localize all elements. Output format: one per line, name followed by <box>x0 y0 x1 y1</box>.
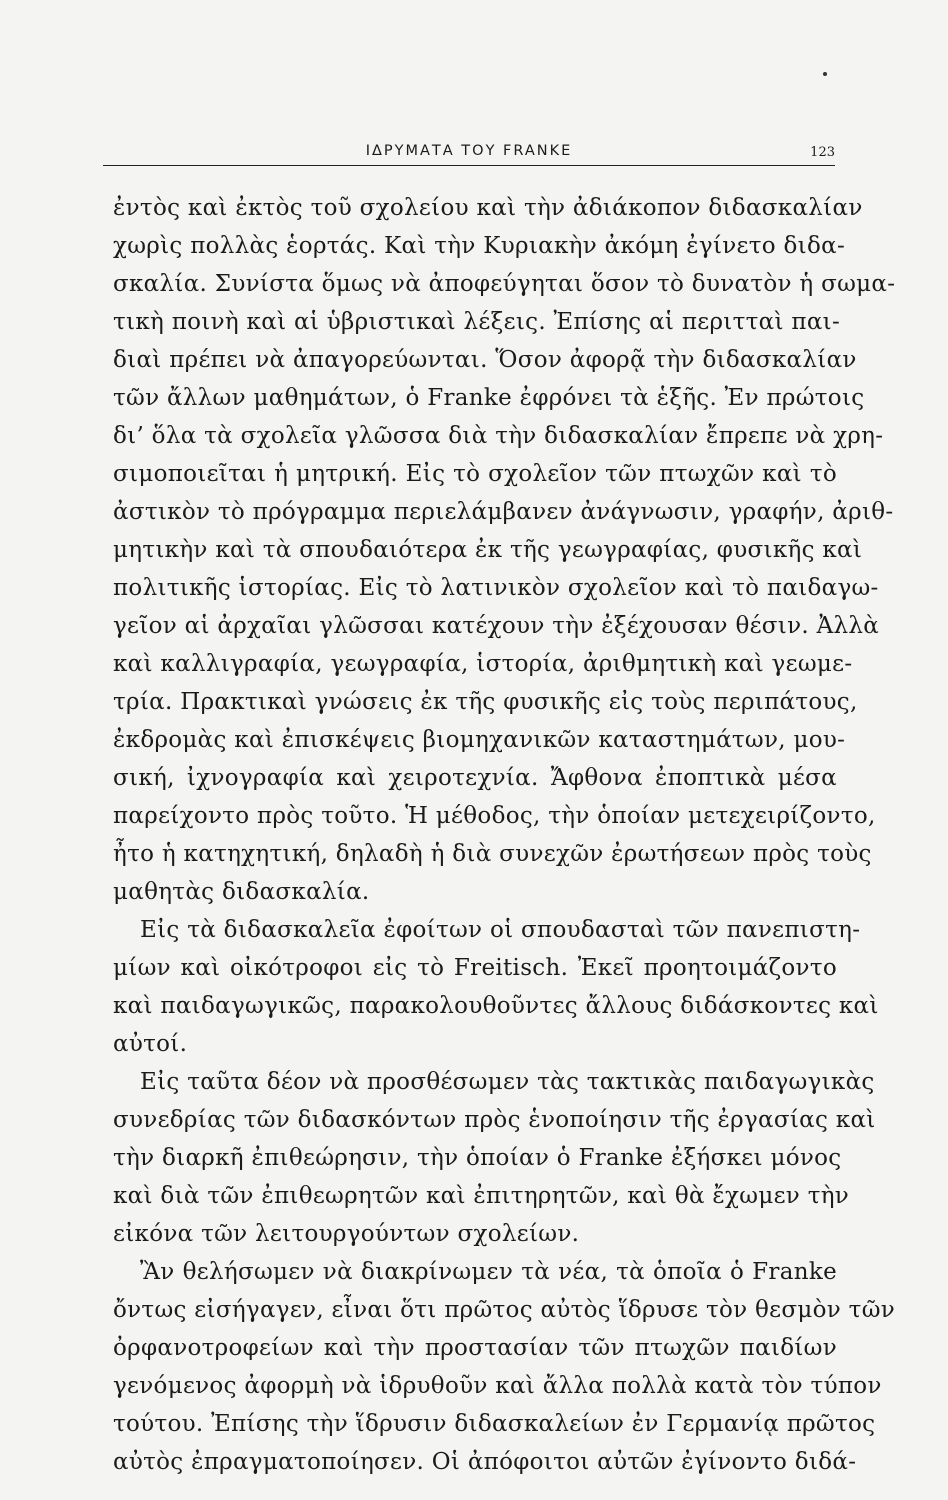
text-line: ἀστικὸν τὸ πρόγραμμα περιελάμβανεν ἀνάγνωσιν, γραφήν, ἀριθ- <box>113 499 894 525</box>
text-line: χωρὶς πολλὰς ἑορτάς. Καὶ τὴν Κυριακὴν ἀκόμη ἐγίνετο διδα- <box>113 233 846 259</box>
text-line: γεῖον αἱ ἀρχαῖαι γλῶσσαι κατέχουν τὴν ἐξέχουσαν θέσιν. Ἀλλὰ <box>113 613 880 639</box>
text-line: αὐτοί. <box>113 1031 188 1057</box>
text-line: τούτου. Ἐπίσης τὴν ἵδρυσιν διδασκαλείων ἐν Γερμανίᾳ πρῶτος <box>113 1411 876 1437</box>
text-line: σική, ἰχνογραφία καὶ χειροτεχνία. Ἄφθονα ἐποπτικὰ μέσα <box>113 765 837 791</box>
text-line: καὶ καλλιγραφία, γεωγραφία, ἱστορία, ἀριθμητικὴ καὶ γεωμε- <box>113 651 853 677</box>
text-line: πολιτικῆς ἱστορίας. Εἰς τὸ λατινικὸν σχολεῖον καὶ τὸ παιδαγω- <box>113 575 879 601</box>
text-line: μητικὴν καὶ τὰ σπουδαιότερα ἐκ τῆς γεωγραφίας, φυσικῆς καὶ <box>113 537 863 563</box>
text-line: καὶ παιδαγωγικῶς, παρακολουθοῦντες ἄλλους διδάσκοντες καὶ <box>113 993 879 1019</box>
text-line: Εἰς τὰ διδασκαλεῖα ἐφοίτων οἱ σπουδασταὶ τῶν πανεπιστη- <box>140 917 861 943</box>
running-header <box>103 141 835 166</box>
text-line: τρία. Πρακτικαὶ γνώσεις ἐκ τῆς φυσικῆς εἰς τοὺς περιπάτους, <box>113 689 858 715</box>
text-line: παρείχοντο πρὸς τοῦτο. Ἡ μέθοδος, τὴν ὁποίαν μετεχειρίζοντο, <box>113 803 876 829</box>
text-line: Ἂν θελήσωμεν νὰ διακρίνωμεν τὰ νέα, τὰ ὁποῖα ὁ Franke <box>140 1259 837 1285</box>
text-line: Εἰς ταῦτα δέον νὰ προσθέσωμεν τὰς τακτικὰς παιδαγωγικὰς <box>140 1069 875 1095</box>
body-text <box>113 189 896 1481</box>
text-line: καὶ διὰ τῶν ἐπιθεωρητῶν καὶ ἐπιτηρητῶν, καὶ θὰ ἔχωμεν τὴν <box>113 1183 850 1209</box>
text-line: τὴν διαρκῆ ἐπιθεώρησιν, τὴν ὁποίαν ὁ Franke ἐξήσκει μόνος <box>113 1145 842 1171</box>
text-line: σιμοποιεῖται ἡ μητρική. Εἰς τὸ σχολεῖον τῶν πτωχῶν καὶ τὸ <box>113 461 837 487</box>
text-line: ὄντως εἰσήγαγεν, εἶναι ὅτι πρῶτος αὐτὸς ἵδρυσε τὸν θεσμὸν τῶν <box>113 1297 896 1323</box>
running-title: ΙΔΡΥΜΑΤΑ ΤΟΥ FRANKE <box>365 143 573 159</box>
text-line: αὐτὸς ἐπραγματοποίησεν. Οἱ ἀπόφοιτοι αὐτῶν ἐγίνοντο διδά- <box>113 1449 857 1475</box>
text-line: δι’ ὅλα τὰ σχολεῖα γλῶσσα διὰ τὴν διδασκαλίαν ἔπρεπε νὰ χρη- <box>113 423 884 449</box>
text-line: εἰκόνα τῶν λειτουργούντων σχολείων. <box>113 1221 580 1247</box>
text-line: γενόμενος ἀφορμὴ νὰ ἱδρυθοῦν καὶ ἄλλα πολλὰ κατὰ τὸν τύπον <box>113 1373 882 1399</box>
text-line: συνεδρίας τῶν διδασκόντων πρὸς ἑνοποίησιν τῆς ἐργασίας καὶ <box>113 1107 876 1133</box>
text-line: σκαλία. Συνίστα ὅμως νὰ ἀποφεύγηται ὅσον τὸ δυνατὸν ἡ σωμα- <box>113 271 896 297</box>
text-line: διαὶ πρέπει νὰ ἀπαγορεύωνται. Ὅσον ἀφορᾷ τὴν διδασκαλίαν <box>113 347 857 373</box>
text-line: μαθητὰς διδασκαλία. <box>113 879 370 905</box>
text-line: ἦτο ἡ κατηχητική, δηλαδὴ ἡ διὰ συνεχῶν ἐρωτήσεων πρὸς τοὺς <box>113 841 872 867</box>
text-line: ὀρφανοτροφείων καὶ τὴν προστασίαν τῶν πτωχῶν παιδίων <box>113 1335 837 1361</box>
text-line: τικὴ ποινὴ καὶ αἱ ὑβριστικαὶ λέξεις. Ἐπίσης αἱ περιτταὶ παι- <box>113 309 841 335</box>
text-line: μίων καὶ οἰκότροφοι εἰς τὸ Freitisch. Ἐκεῖ προητοιμάζοντο <box>113 955 837 981</box>
page-number: 123 <box>810 145 835 160</box>
text-line: ἐκδρομὰς καὶ ἐπισκέψεις βιομηχανικῶν καταστημάτων, μου- <box>113 727 846 753</box>
speck-mark <box>823 72 827 76</box>
text-line: ἐντὸς καὶ ἐκτὸς τοῦ σχολείου καὶ τὴν ἀδιάκοπον διδασκαλίαν <box>113 195 863 221</box>
text-line: τῶν ἄλλων μαθημάτων, ὁ Franke ἐφρόνει τὰ ἑξῆς. Ἐν πρώτοις <box>113 385 865 411</box>
